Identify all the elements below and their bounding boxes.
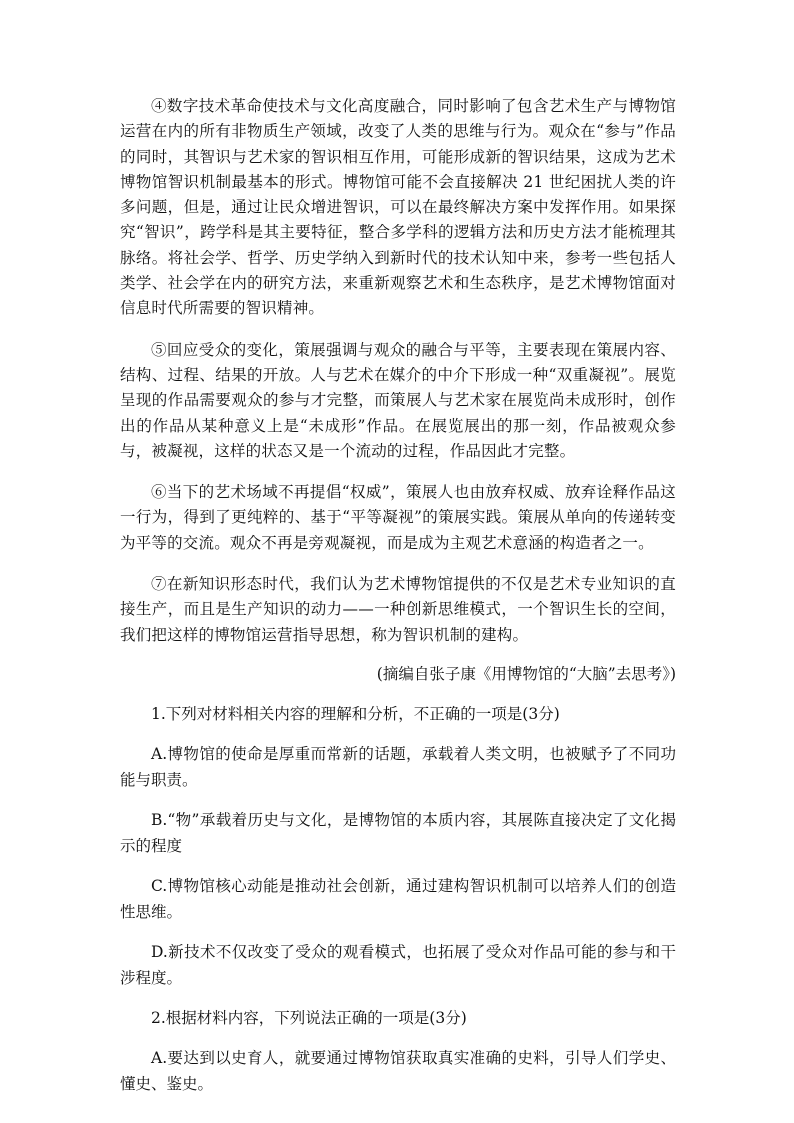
question-1-option-a: A.博物馆的使命是厚重而常新的话题，承载着人类文明，也被赋予了不同功能与职责。 bbox=[120, 744, 676, 789]
paragraph-5: ⑤回应受众的变化，策展强调与观众的融合与平等，主要表现在策展内容、结构、过程、结果的开放。人与艺术在媒介的中介下形成一种“双重凝视”。展览呈现的作品需要观众的参与才完整，而策展人与艺术家在展览尚未成形时，创作出的作品从某种意义上是“未成形”作品。在展览展出的那一刻，作品被观众参与，被凝视，这样的状态又是一个流动的过程，作品因此才完整。 bbox=[120, 340, 676, 460]
document-page bbox=[120, 94, 676, 1097]
question-1-option-b: B.“物”承载着历史与文化，是博物馆的本质内容，其展陈直接决定了文化揭示的程度 bbox=[120, 810, 676, 855]
question-1-option-d: D.新技术不仅改变了受众的观看模式，也拓展了受众对作品可能的参与和干涉程度。 bbox=[120, 942, 676, 987]
question-1-option-c: C.博物馆核心动能是推动社会创新，通过建构智识机制可以培养人们的创造性思维。 bbox=[120, 876, 676, 921]
paragraph-6: ⑥当下的艺术场域不再提倡“权威”，策展人也由放弃权威、放弃诠释作品这一行为，得到了更纯粹的、基于“平等凝视”的策展实践。策展从单向的传递转变为平等的交流。观众不再是旁观凝视，而是成为主观艺术意涵的构造者之一。 bbox=[120, 483, 676, 552]
paragraph-4: ④数字技术革命使技术与文化高度融合，同时影响了包含艺术生产与博物馆运营在内的所有非物质生产领域，改变了人类的思维与行为。观众在“参与”作品的同时，其智识与艺术家的智识相互作用，可能形成新的智识结果，这成为艺术博物馆智识机制最基本的形式。博物馆可能不会直接解决 21 世纪困扰人类的许多问题，但是，通过让民众增进智识，可以在最终解决方案中发挥作用。如果探究“智识”，跨学科是其主要特征，整合多学科的逻辑方法和历史方法才能梳理其脉络。将社会学、哲学、历史学纳入到新时代的技术认知中来，参考一些包括人类学、社会学在内的研究方法，来重新观察艺术和生态秩序，是艺术博物馆面对信息时代所需要的智识精神。 bbox=[120, 97, 676, 318]
question-2-option-a: A.要达到以史育人，就要通过博物馆获取真实准确的史料，引导人们学史、懂史、鉴史。 bbox=[120, 1048, 676, 1093]
question-2-stem: 2.根据材料内容，下列说法正确的一项是(3分) bbox=[151, 1008, 467, 1027]
source-citation: (摘编自张子康《用博物馆的“大脑”去思考》) bbox=[376, 664, 676, 683]
question-1-stem: 1.下列对材料相关内容的理解和分析，不正确的一项是(3分) bbox=[151, 704, 560, 723]
paragraph-7: ⑦在新知识形态时代，我们认为艺术博物馆提供的不仅是艺术专业知识的直接生产，而且是生产知识的动力——一种创新思维模式，一个智识生长的空间，我们把这样的博物馆运营指导思想，称为智识机制的建构。 bbox=[120, 575, 676, 644]
